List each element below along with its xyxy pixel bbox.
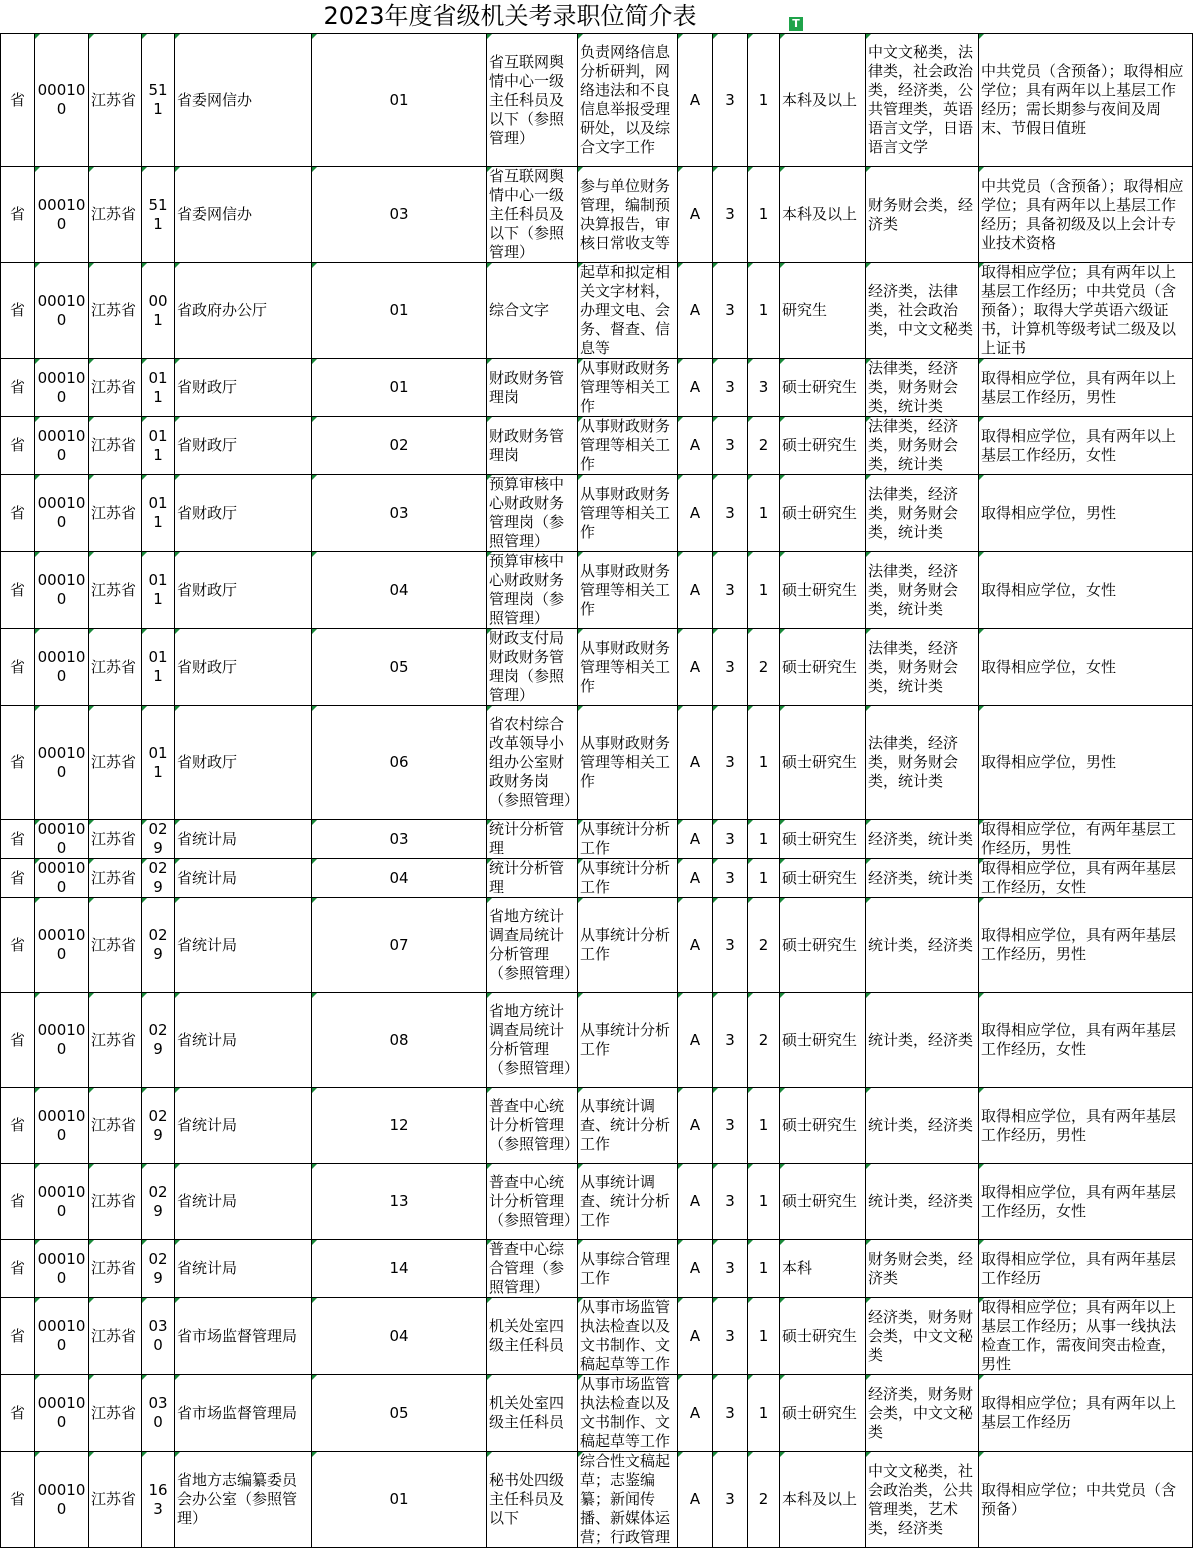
exam-category-cell[interactable]: A xyxy=(678,1375,713,1452)
other-requirements-cell[interactable]: 取得相应学位，具有两年基层工作经历，女性 xyxy=(979,1164,1193,1240)
other-requirements-cell[interactable]: 取得相应学位，具有两年基层工作经历，女性 xyxy=(979,859,1193,898)
exam-category-cell[interactable]: A xyxy=(678,263,713,359)
position-code-cell[interactable]: 03 xyxy=(312,820,487,859)
major-cell[interactable]: 经济类，统计类 xyxy=(866,859,979,898)
position-code-cell[interactable]: 07 xyxy=(312,898,487,993)
major-cell[interactable]: 中文文秘类，社会政治类，公共管理类，艺术类，经济类 xyxy=(866,1452,979,1548)
major-cell[interactable]: 统计类，经济类 xyxy=(866,898,979,993)
level-cell[interactable]: 省 xyxy=(1,263,35,359)
position-name-cell[interactable]: 机关处室四级主任科员 xyxy=(487,1298,578,1375)
level-cell[interactable]: 省 xyxy=(1,1452,35,1548)
table-row xyxy=(1,898,1193,993)
position-name-cell[interactable]: 预算审核中心财政财务管理岗（参照管理） xyxy=(487,475,578,552)
level-cell[interactable]: 省 xyxy=(1,859,35,898)
unit-code-cell[interactable]: 029 xyxy=(142,820,175,859)
unit-code-cell[interactable]: 511 xyxy=(142,34,175,167)
province-cell[interactable]: 江苏省 xyxy=(89,1375,142,1452)
ratio-cell[interactable]: 3 xyxy=(713,1240,748,1298)
unit-code-cell[interactable]: 011 xyxy=(142,359,175,417)
major-cell[interactable]: 法律类，经济类，财务财会类，统计类 xyxy=(866,359,979,417)
hire-count-cell[interactable]: 1 xyxy=(748,859,780,898)
hire-count-cell[interactable]: 3 xyxy=(748,359,780,417)
province-cell[interactable]: 江苏省 xyxy=(89,1088,142,1164)
major-cell[interactable]: 经济类，财务财会类，中文文秘类 xyxy=(866,1375,979,1452)
table-row xyxy=(1,820,1193,859)
ratio-cell[interactable]: 3 xyxy=(713,993,748,1088)
position-desc-cell[interactable]: 从事统计分析工作 xyxy=(578,859,678,898)
position-name-cell[interactable]: 普查中心统计分析管理（参照管理） xyxy=(487,1164,578,1240)
position-desc-cell[interactable]: 从事财政财务管理等相关工作 xyxy=(578,359,678,417)
position-code-cell[interactable]: 13 xyxy=(312,1164,487,1240)
exam-category-cell[interactable]: A xyxy=(678,359,713,417)
level-cell[interactable]: 省 xyxy=(1,898,35,993)
unit-name-cell[interactable]: 省统计局 xyxy=(175,1164,312,1240)
code-cell[interactable]: 000100 xyxy=(35,859,89,898)
unit-name-cell[interactable]: 省财政厅 xyxy=(175,359,312,417)
unit-code-cell[interactable]: 029 xyxy=(142,1240,175,1298)
code-cell[interactable]: 000100 xyxy=(35,1375,89,1452)
unit-code-cell[interactable]: 011 xyxy=(142,417,175,475)
unit-code-cell[interactable]: 029 xyxy=(142,859,175,898)
unit-name-cell[interactable]: 省统计局 xyxy=(175,1088,312,1164)
unit-name-cell[interactable]: 省财政厅 xyxy=(175,475,312,552)
table-row xyxy=(1,706,1193,820)
hire-count-cell[interactable]: 1 xyxy=(748,552,780,629)
code-cell[interactable]: 000100 xyxy=(35,552,89,629)
exam-category-cell[interactable]: A xyxy=(678,629,713,706)
unit-code-cell[interactable]: 011 xyxy=(142,706,175,820)
exam-category-cell[interactable]: A xyxy=(678,859,713,898)
education-cell[interactable]: 硕士研究生 xyxy=(780,898,866,993)
hire-count-cell[interactable]: 1 xyxy=(748,263,780,359)
hire-count-cell[interactable]: 1 xyxy=(748,1164,780,1240)
level-cell[interactable]: 省 xyxy=(1,1240,35,1298)
major-cell[interactable]: 统计类，经济类 xyxy=(866,1088,979,1164)
position-code-cell[interactable]: 05 xyxy=(312,629,487,706)
unit-name-cell[interactable]: 省统计局 xyxy=(175,1240,312,1298)
code-cell[interactable]: 000100 xyxy=(35,898,89,993)
position-code-cell[interactable]: 03 xyxy=(312,475,487,552)
education-cell[interactable]: 本科及以上 xyxy=(780,167,866,263)
other-requirements-cell[interactable]: 取得相应学位；中共党员（含预备） xyxy=(979,1452,1193,1548)
ratio-cell[interactable]: 3 xyxy=(713,34,748,167)
code-cell[interactable]: 000100 xyxy=(35,1452,89,1548)
province-cell[interactable]: 江苏省 xyxy=(89,1240,142,1298)
code-cell[interactable]: 000100 xyxy=(35,1240,89,1298)
major-cell[interactable]: 经济类，财务财会类，中文文秘类 xyxy=(866,1298,979,1375)
unit-code-cell[interactable]: 030 xyxy=(142,1298,175,1375)
province-cell[interactable]: 江苏省 xyxy=(89,167,142,263)
position-name-cell[interactable]: 统计分析管理 xyxy=(487,820,578,859)
unit-name-cell[interactable]: 省财政厅 xyxy=(175,552,312,629)
hire-count-cell[interactable]: 1 xyxy=(748,820,780,859)
ratio-cell[interactable]: 3 xyxy=(713,552,748,629)
exam-category-cell[interactable]: A xyxy=(678,898,713,993)
unit-name-cell[interactable]: 省市场监督管理局 xyxy=(175,1298,312,1375)
position-desc-cell[interactable]: 负责网络信息分析研判，网络违法和不良信息举报受理研处，以及综合文字工作 xyxy=(578,34,678,167)
table-row xyxy=(1,629,1193,706)
table-row xyxy=(1,1164,1193,1240)
unit-name-cell[interactable]: 省政府办公厅 xyxy=(175,263,312,359)
major-cell[interactable]: 法律类，经济类，财务财会类，统计类 xyxy=(866,417,979,475)
table-row xyxy=(1,34,1193,167)
position-code-cell[interactable]: 01 xyxy=(312,263,487,359)
other-requirements-cell[interactable]: 取得相应学位；具有两年以上基层工作经历；从事一线执法检查工作，需夜间突击检查，男性 xyxy=(979,1298,1193,1375)
hire-count-cell[interactable]: 1 xyxy=(748,167,780,263)
ratio-cell[interactable]: 3 xyxy=(713,1164,748,1240)
ratio-cell[interactable]: 3 xyxy=(713,820,748,859)
code-cell[interactable]: 000100 xyxy=(35,359,89,417)
other-requirements-cell[interactable]: 取得相应学位，男性 xyxy=(979,475,1193,552)
major-cell[interactable]: 经济类，统计类 xyxy=(866,820,979,859)
level-cell[interactable]: 省 xyxy=(1,706,35,820)
position-desc-cell[interactable]: 从事统计分析工作 xyxy=(578,898,678,993)
level-cell[interactable]: 省 xyxy=(1,1088,35,1164)
level-cell[interactable]: 省 xyxy=(1,1298,35,1375)
code-cell[interactable]: 000100 xyxy=(35,706,89,820)
province-cell[interactable]: 江苏省 xyxy=(89,629,142,706)
major-cell[interactable]: 法律类，经济类，财务财会类，统计类 xyxy=(866,475,979,552)
exam-category-cell[interactable]: A xyxy=(678,475,713,552)
ratio-cell[interactable]: 3 xyxy=(713,475,748,552)
code-cell[interactable]: 000100 xyxy=(35,820,89,859)
position-desc-cell[interactable]: 参与单位财务管理，编制预决算报告，审核日常收支等 xyxy=(578,167,678,263)
education-cell[interactable]: 硕士研究生 xyxy=(780,475,866,552)
position-name-cell[interactable]: 普查中心综合管理（参照管理） xyxy=(487,1240,578,1298)
other-requirements-cell[interactable]: 取得相应学位，具有两年基层工作经历，男性 xyxy=(979,898,1193,993)
province-cell[interactable]: 江苏省 xyxy=(89,475,142,552)
level-cell[interactable]: 省 xyxy=(1,359,35,417)
level-cell[interactable]: 省 xyxy=(1,1164,35,1240)
unit-name-cell[interactable]: 省财政厅 xyxy=(175,629,312,706)
other-requirements-cell[interactable]: 取得相应学位，具有两年基层工作经历，女性 xyxy=(979,993,1193,1088)
province-cell[interactable]: 江苏省 xyxy=(89,898,142,993)
education-cell[interactable]: 硕士研究生 xyxy=(780,1375,866,1452)
education-cell[interactable]: 本科 xyxy=(780,1240,866,1298)
exam-category-cell[interactable]: A xyxy=(678,993,713,1088)
education-cell[interactable]: 研究生 xyxy=(780,263,866,359)
ratio-cell[interactable]: 3 xyxy=(713,898,748,993)
position-name-cell[interactable]: 财政财务管理岗 xyxy=(487,417,578,475)
hire-count-cell[interactable]: 2 xyxy=(748,1452,780,1548)
hire-count-cell[interactable]: 1 xyxy=(748,34,780,167)
exam-category-cell[interactable]: A xyxy=(678,1452,713,1548)
education-cell[interactable]: 硕士研究生 xyxy=(780,1088,866,1164)
exam-category-cell[interactable]: A xyxy=(678,1298,713,1375)
table-row xyxy=(1,993,1193,1088)
major-cell[interactable]: 法律类，经济类，财务财会类，统计类 xyxy=(866,706,979,820)
code-cell[interactable]: 000100 xyxy=(35,167,89,263)
position-name-cell[interactable]: 财政财务管理岗 xyxy=(487,359,578,417)
major-cell[interactable]: 财务财会类，经济类 xyxy=(866,1240,979,1298)
code-cell[interactable]: 000100 xyxy=(35,1088,89,1164)
position-desc-cell[interactable]: 从事财政财务管理等相关工作 xyxy=(578,629,678,706)
position-code-cell[interactable]: 01 xyxy=(312,34,487,167)
major-cell[interactable]: 经济类，法律类，社会政治类，中文文秘类 xyxy=(866,263,979,359)
province-cell[interactable]: 江苏省 xyxy=(89,359,142,417)
hire-count-cell[interactable]: 1 xyxy=(748,1088,780,1164)
position-name-cell[interactable]: 机关处室四级主任科员 xyxy=(487,1375,578,1452)
other-requirements-cell[interactable]: 取得相应学位，具有两年以上基层工作经历，男性 xyxy=(979,359,1193,417)
hire-count-cell[interactable]: 2 xyxy=(748,993,780,1088)
position-desc-cell[interactable]: 从事财政财务管理等相关工作 xyxy=(578,417,678,475)
position-name-cell[interactable]: 省地方统计调查局统计分析管理（参照管理） xyxy=(487,993,578,1088)
position-code-cell[interactable]: 05 xyxy=(312,1375,487,1452)
unit-name-cell[interactable]: 省财政厅 xyxy=(175,417,312,475)
province-cell[interactable]: 江苏省 xyxy=(89,1164,142,1240)
flag-icon[interactable]: T xyxy=(789,17,803,31)
position-name-cell[interactable]: 省农村综合改革领导小组办公室财政财务岗（参照管理） xyxy=(487,706,578,820)
other-requirements-cell[interactable]: 取得相应学位，女性 xyxy=(979,629,1193,706)
table-row xyxy=(1,859,1193,898)
position-code-cell[interactable]: 02 xyxy=(312,417,487,475)
position-code-cell[interactable]: 04 xyxy=(312,552,487,629)
ratio-cell[interactable]: 3 xyxy=(713,263,748,359)
education-cell[interactable]: 硕士研究生 xyxy=(780,552,866,629)
ratio-cell[interactable]: 3 xyxy=(713,1088,748,1164)
code-cell[interactable]: 000100 xyxy=(35,417,89,475)
table-row xyxy=(1,1240,1193,1298)
hire-count-cell[interactable]: 2 xyxy=(748,629,780,706)
province-cell[interactable]: 江苏省 xyxy=(89,417,142,475)
table-row xyxy=(1,263,1193,359)
page-title: 2023年度省级机关考录职位简介表 xyxy=(323,2,697,30)
province-cell[interactable]: 江苏省 xyxy=(89,34,142,167)
position-desc-cell[interactable]: 从事市场监管执法检查以及文书制作、文稿起草等工作 xyxy=(578,1298,678,1375)
position-desc-cell[interactable]: 从事市场监管执法检查以及文书制作、文稿起草等工作 xyxy=(578,1375,678,1452)
unit-name-cell[interactable]: 省统计局 xyxy=(175,993,312,1088)
ratio-cell[interactable]: 3 xyxy=(713,167,748,263)
other-requirements-cell[interactable]: 取得相应学位，具有两年基层工作经历 xyxy=(979,1240,1193,1298)
table-row xyxy=(1,1298,1193,1375)
table-row xyxy=(1,359,1193,417)
ratio-cell[interactable]: 3 xyxy=(713,1452,748,1548)
hire-count-cell[interactable]: 1 xyxy=(748,1375,780,1452)
ratio-cell[interactable]: 3 xyxy=(713,1375,748,1452)
level-cell[interactable]: 省 xyxy=(1,993,35,1088)
table-row xyxy=(1,1088,1193,1164)
unit-name-cell[interactable]: 省统计局 xyxy=(175,898,312,993)
code-cell[interactable]: 000100 xyxy=(35,629,89,706)
hire-count-cell[interactable]: 1 xyxy=(748,706,780,820)
position-desc-cell[interactable]: 综合性文稿起草；志鉴编纂；新闻传播、新媒体运营；行政管理 xyxy=(578,1452,678,1548)
code-cell[interactable]: 000100 xyxy=(35,263,89,359)
table-row xyxy=(1,1452,1193,1548)
code-cell[interactable]: 000100 xyxy=(35,1164,89,1240)
exam-category-cell[interactable]: A xyxy=(678,417,713,475)
unit-code-cell[interactable]: 029 xyxy=(142,993,175,1088)
position-desc-cell[interactable]: 从事统计分析工作 xyxy=(578,993,678,1088)
exam-category-cell[interactable]: A xyxy=(678,1164,713,1240)
level-cell[interactable]: 省 xyxy=(1,475,35,552)
education-cell[interactable]: 本科及以上 xyxy=(780,34,866,167)
unit-name-cell[interactable]: 省委网信办 xyxy=(175,167,312,263)
unit-code-cell[interactable]: 001 xyxy=(142,263,175,359)
code-cell[interactable]: 000100 xyxy=(35,993,89,1088)
unit-name-cell[interactable]: 省统计局 xyxy=(175,859,312,898)
unit-code-cell[interactable]: 029 xyxy=(142,898,175,993)
unit-code-cell[interactable]: 511 xyxy=(142,167,175,263)
position-name-cell[interactable]: 省地方统计调查局统计分析管理（参照管理） xyxy=(487,898,578,993)
unit-name-cell[interactable]: 省市场监督管理局 xyxy=(175,1375,312,1452)
position-desc-cell[interactable]: 从事财政财务管理等相关工作 xyxy=(578,475,678,552)
province-cell[interactable]: 江苏省 xyxy=(89,993,142,1088)
other-requirements-cell[interactable]: 取得相应学位，男性 xyxy=(979,706,1193,820)
ratio-cell[interactable]: 3 xyxy=(713,417,748,475)
level-cell[interactable]: 省 xyxy=(1,629,35,706)
province-cell[interactable]: 江苏省 xyxy=(89,820,142,859)
position-desc-cell[interactable]: 从事综合管理工作 xyxy=(578,1240,678,1298)
unit-name-cell[interactable]: 省统计局 xyxy=(175,820,312,859)
province-cell[interactable]: 江苏省 xyxy=(89,263,142,359)
position-desc-cell[interactable]: 起草和拟定相关文字材料，办理文电、会务、督查、信息等 xyxy=(578,263,678,359)
position-code-cell[interactable]: 08 xyxy=(312,993,487,1088)
major-cell[interactable]: 财务财会类，经济类 xyxy=(866,167,979,263)
code-cell[interactable]: 000100 xyxy=(35,34,89,167)
major-cell[interactable]: 统计类，经济类 xyxy=(866,993,979,1088)
province-cell[interactable]: 江苏省 xyxy=(89,859,142,898)
ratio-cell[interactable]: 3 xyxy=(713,1298,748,1375)
ratio-cell[interactable]: 3 xyxy=(713,859,748,898)
unit-name-cell[interactable]: 省财政厅 xyxy=(175,706,312,820)
position-desc-cell[interactable]: 从事统计分析工作 xyxy=(578,820,678,859)
other-requirements-cell[interactable]: 取得相应学位；具有两年以上基层工作经历；中共党员（含预备）；取得大学英语六级证书，计算机等级考试二级及以上证书 xyxy=(979,263,1193,359)
education-cell[interactable]: 硕士研究生 xyxy=(780,820,866,859)
code-cell[interactable]: 000100 xyxy=(35,475,89,552)
position-code-cell[interactable]: 04 xyxy=(312,859,487,898)
table-row xyxy=(1,167,1193,263)
position-table xyxy=(0,33,1193,1548)
position-code-cell[interactable]: 04 xyxy=(312,1298,487,1375)
exam-category-cell[interactable]: A xyxy=(678,167,713,263)
major-cell[interactable]: 中文文秘类，法律类，社会政治类，经济类，公共管理类，英语语言文学，日语语言文学 xyxy=(866,34,979,167)
position-code-cell[interactable]: 01 xyxy=(312,1452,487,1548)
exam-category-cell[interactable]: A xyxy=(678,1088,713,1164)
position-desc-cell[interactable]: 从事财政财务管理等相关工作 xyxy=(578,552,678,629)
position-name-cell[interactable]: 预算审核中心财政财务管理岗（参照管理） xyxy=(487,552,578,629)
education-cell[interactable]: 硕士研究生 xyxy=(780,417,866,475)
unit-code-cell[interactable]: 011 xyxy=(142,552,175,629)
major-cell[interactable]: 统计类，经济类 xyxy=(866,1164,979,1240)
position-name-cell[interactable]: 秘书处四级主任科员及以下 xyxy=(487,1452,578,1548)
other-requirements-cell[interactable]: 取得相应学位，具有两年基层工作经历，男性 xyxy=(979,1088,1193,1164)
education-cell[interactable]: 本科及以上 xyxy=(780,1452,866,1548)
unit-code-cell[interactable]: 011 xyxy=(142,629,175,706)
level-cell[interactable]: 省 xyxy=(1,34,35,167)
ratio-cell[interactable]: 3 xyxy=(713,359,748,417)
major-cell[interactable]: 法律类，经济类，财务财会类，统计类 xyxy=(866,629,979,706)
level-cell[interactable]: 省 xyxy=(1,1375,35,1452)
other-requirements-cell[interactable]: 取得相应学位；具有两年以上基层工作经历 xyxy=(979,1375,1193,1452)
table-row xyxy=(1,475,1193,552)
other-requirements-cell[interactable]: 中共党员（含预备）；取得相应学位；具有两年以上基层工作经历；需长期参与夜间及周末、节假日值班 xyxy=(979,34,1193,167)
unit-code-cell[interactable]: 029 xyxy=(142,1164,175,1240)
education-cell[interactable]: 硕士研究生 xyxy=(780,706,866,820)
hire-count-cell[interactable]: 1 xyxy=(748,1240,780,1298)
exam-category-cell[interactable]: A xyxy=(678,1240,713,1298)
exam-category-cell[interactable]: A xyxy=(678,552,713,629)
position-code-cell[interactable]: 06 xyxy=(312,706,487,820)
position-name-cell[interactable]: 统计分析管理 xyxy=(487,859,578,898)
position-name-cell[interactable]: 财政支付局财政财务管理岗（参照管理） xyxy=(487,629,578,706)
education-cell[interactable]: 硕士研究生 xyxy=(780,993,866,1088)
major-cell[interactable]: 法律类，经济类，财务财会类，统计类 xyxy=(866,552,979,629)
ratio-cell[interactable]: 3 xyxy=(713,629,748,706)
province-cell[interactable]: 江苏省 xyxy=(89,1298,142,1375)
level-cell[interactable]: 省 xyxy=(1,552,35,629)
education-cell[interactable]: 硕士研究生 xyxy=(780,859,866,898)
unit-code-cell[interactable]: 029 xyxy=(142,1088,175,1164)
other-requirements-cell[interactable]: 取得相应学位，女性 xyxy=(979,552,1193,629)
unit-name-cell[interactable]: 省委网信办 xyxy=(175,34,312,167)
position-code-cell[interactable]: 03 xyxy=(312,167,487,263)
ratio-cell[interactable]: 3 xyxy=(713,706,748,820)
other-requirements-cell[interactable]: 中共党员（含预备）；取得相应学位；具有两年以上基层工作经历；具备初级及以上会计专业技术资格 xyxy=(979,167,1193,263)
hire-count-cell[interactable]: 1 xyxy=(748,475,780,552)
education-cell[interactable]: 硕士研究生 xyxy=(780,629,866,706)
unit-name-cell[interactable]: 省地方志编纂委员会办公室（参照管理） xyxy=(175,1452,312,1548)
hire-count-cell[interactable]: 1 xyxy=(748,1298,780,1375)
position-code-cell[interactable]: 14 xyxy=(312,1240,487,1298)
position-desc-cell[interactable]: 从事统计调查、统计分析工作 xyxy=(578,1164,678,1240)
province-cell[interactable]: 江苏省 xyxy=(89,1452,142,1548)
province-cell[interactable]: 江苏省 xyxy=(89,706,142,820)
level-cell[interactable]: 省 xyxy=(1,820,35,859)
province-cell[interactable]: 江苏省 xyxy=(89,552,142,629)
exam-category-cell[interactable]: A xyxy=(678,820,713,859)
position-desc-cell[interactable]: 从事统计调查、统计分析工作 xyxy=(578,1088,678,1164)
position-desc-cell[interactable]: 从事财政财务管理等相关工作 xyxy=(578,706,678,820)
code-cell[interactable]: 000100 xyxy=(35,1298,89,1375)
position-name-cell[interactable]: 省互联网舆情中心一级主任科员及以下（参照管理） xyxy=(487,167,578,263)
position-code-cell[interactable]: 12 xyxy=(312,1088,487,1164)
education-cell[interactable]: 硕士研究生 xyxy=(780,1298,866,1375)
table-row xyxy=(1,552,1193,629)
position-code-cell[interactable]: 01 xyxy=(312,359,487,417)
table-row xyxy=(1,417,1193,475)
exam-category-cell[interactable]: A xyxy=(678,34,713,167)
position-name-cell[interactable]: 省互联网舆情中心一级主任科员及以下（参照管理） xyxy=(487,34,578,167)
unit-code-cell[interactable]: 163 xyxy=(142,1452,175,1548)
level-cell[interactable]: 省 xyxy=(1,417,35,475)
position-name-cell[interactable]: 综合文字 xyxy=(487,263,578,359)
other-requirements-cell[interactable]: 取得相应学位，具有两年以上基层工作经历，女性 xyxy=(979,417,1193,475)
education-cell[interactable]: 硕士研究生 xyxy=(780,359,866,417)
education-cell[interactable]: 硕士研究生 xyxy=(780,1164,866,1240)
exam-category-cell[interactable]: A xyxy=(678,706,713,820)
hire-count-cell[interactable]: 2 xyxy=(748,898,780,993)
hire-count-cell[interactable]: 2 xyxy=(748,417,780,475)
unit-code-cell[interactable]: 011 xyxy=(142,475,175,552)
other-requirements-cell[interactable]: 取得相应学位，有两年基层工作经历，男性 xyxy=(979,820,1193,859)
level-cell[interactable]: 省 xyxy=(1,167,35,263)
table-row xyxy=(1,1375,1193,1452)
unit-code-cell[interactable]: 030 xyxy=(142,1375,175,1452)
position-name-cell[interactable]: 普查中心统计分析管理（参照管理） xyxy=(487,1088,578,1164)
